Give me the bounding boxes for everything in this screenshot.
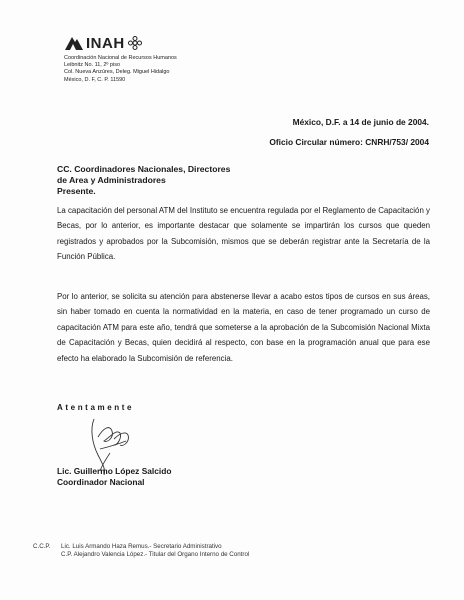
letterhead <box>64 32 177 84</box>
flower-ornament-icon <box>125 35 143 51</box>
signer-name: Lic. Guillermo López Salcido <box>57 466 172 476</box>
closing-salutation: Atentamente <box>57 403 135 412</box>
carbon-copy-block <box>33 543 249 559</box>
body-paragraph-1: La capacitación del personal ATM del Instituto se encuentra regulada por el Reglamento de Capacitación y Becas, por lo anterior, es importante destacar que solamente se impartirán los cursos que queden registrados y aprobados por la Subcomisión, mismos que se deberán registrar ante la Secretaría de la Función Pública. <box>57 206 430 262</box>
logo-text: INAH <box>86 34 125 52</box>
recipient-line: de Area y Administradores <box>57 175 166 185</box>
ccp-label: C.C.P. <box>33 543 51 550</box>
signer-title: Coordinador Nacional <box>57 477 145 487</box>
address-line: México, D. F, C. P. 11590 <box>64 76 126 83</box>
sender-address <box>64 55 177 84</box>
date-line: México, D.F. a 14 de junio de 2004. <box>292 117 429 127</box>
address-line: Coordinación Nacional de Recursos Humanos <box>64 55 177 61</box>
body-paragraph-2: Por lo anterior, se solicita su atención para abstenerse llevar a acabo estos tipos de cursos en sus áreas, sin haber tomado en cuenta la normatividad en la materia, en caso de tener programado un curso de capacitación ATM para este año, tendrá que someterse a la aprobación de la Subcomisión Nacional Mixta de Capacitación y Becas, quien decidirá al respecto, con base en la programación anual que para ese efecto ha elaborado la Subcomisión de referencia. <box>57 292 430 363</box>
institution-logo <box>64 32 177 54</box>
address-line: Leibnitz No. 11, 2º piso <box>64 62 121 69</box>
recipient-block <box>57 164 230 197</box>
ccp-recipient: C.P. Alejandro Valencia López.- Titular del Organo Interno de Control <box>61 551 250 558</box>
signer-block <box>57 466 171 488</box>
reference-number: Oficio Circular número: CNRH/753/ 2004 <box>269 137 429 147</box>
recipient-line: Presente. <box>57 186 96 196</box>
ccp-recipient-list <box>61 543 249 559</box>
address-line: Col. Nueva Anzúres, Deleg. Miguel Hidalgo <box>64 69 170 76</box>
recipient-line: CC. Coordinadores Nacionales, Directores <box>57 164 231 174</box>
inah-pyramid-icon <box>64 35 84 51</box>
ccp-recipient: Lic. Luis Armando Haza Remus.- Secretario Administrativo <box>61 543 222 550</box>
